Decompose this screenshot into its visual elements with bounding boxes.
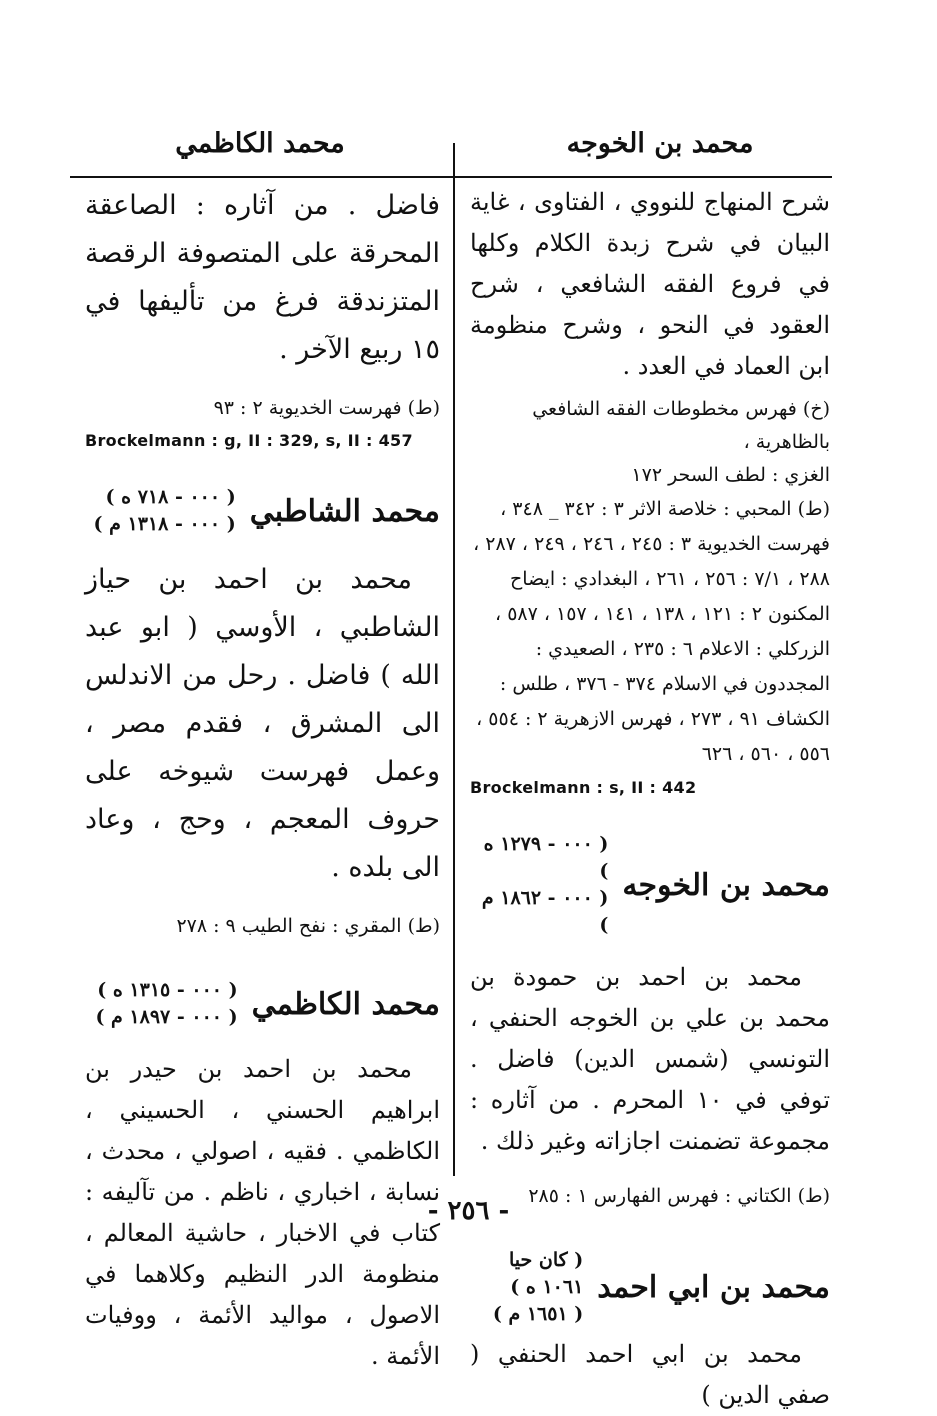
source-ghazzi: الغزي : لطف السحر ١٧٢ [631, 464, 830, 486]
entry-heading [470, 1247, 830, 1328]
date-gregorian: ( ١٦٥١ م ) [492, 1303, 584, 1325]
entry-continuation: فاضل . من آثاره : الصاعقة المحرقة على المتصوفة الرقصة المتزندقة فرغ من تأليفها في ١٥ ربيع الآخر . [85, 190, 440, 365]
source-printed: (ط) المحبي : خلاصة الاثر ٣ : ٣٤٢ _ ٣٤٨ ، فهرست الخديوية ٣ : ٢٤٥ ، ٢٤٦ ، ٢٤٩ ، ٢٨٧ ، ٢٨٨ ، ٧/١ : ٢٥٦ ، ٢٦١ ، البغدادي : ايضاح المكنون ٢ : ١٢١ ، ١٣٨ ، ١٤١ ، ١٥٧ ، ٥٨٧ ، الزركلي : الاعلام ٦ : ٢٣٥ ، الصعيدي : المجددون في الاسلام ٣٧٤ - ٣٧٦ ، طلس : الكشاف ٩١ ، ٢٧٣ ، فهرس الازهرية ٢ : ٥٥٤ ، ٥٥٦ ، ٥٦٠ ، ٦٢٦ [473, 498, 830, 765]
date-hijri: ( ٠٠٠ - ١٣١٥ ه ) [97, 979, 238, 1001]
date-hijri: ( كان حيا ١٠٦١ ه ) [509, 1249, 584, 1298]
entry-heading [470, 831, 830, 939]
header-rule [70, 176, 832, 178]
date-hijri: ( ٠٠٠ - ١٢٧٩ ه ) [483, 833, 609, 882]
entry-name: محمد بن الخوجه [622, 867, 830, 903]
running-header-right: محمد بن الخوجه [566, 128, 754, 159]
date-gregorian: ( ٠٠٠ - ١٨٦٢ م ) [481, 887, 609, 936]
entry-dates [470, 1247, 583, 1328]
brockelmann-ref: Brockelmann : s, II : 442 [470, 778, 697, 797]
entry-dates [94, 484, 236, 538]
right-column [470, 182, 830, 1416]
entry-name: محمد الكاظمي [251, 986, 440, 1022]
entry-dates [470, 831, 608, 939]
column-divider [453, 143, 455, 1176]
date-hijri: ( ٠٠٠ - ٧١٨ ه ) [105, 486, 236, 508]
date-gregorian: ( ٠٠٠ - ١٣١٨ م ) [93, 513, 236, 535]
entry-source: (ط) الكتاني : فهرس الفهارس ١ : ٢٨٥ [528, 1185, 830, 1207]
entry-body: محمد بن احمد بن حياز الشاطبي ، الأوسي ( ابو عبد الله ) فاضل . رحل من الاندلس الى المشرق ، فقدم مصر ، وعمل فهرست شيوخه على حروف المعجم ، وحج ، وعاد الى بلده . [85, 564, 440, 883]
entry-body: محمد بن ابي احمد الحنفي ( صفي الدين ) [470, 1340, 830, 1409]
entry-body: محمد بن احمد بن حيدر بن ابراهيم الحسني ، الحسيني ، الكاظمي . فقيه ، اصولي ، محدث ، نسابة ، اخباري ، ناظم . من تآليفه : كتاب في الاخبار ، حاشية المعالم ، منظومة الدر النظيم وكلاهما في الاصول ، مواليد الأئمة ، ووفيات الأئمة . [85, 1055, 440, 1370]
source-manuscript: (خ) فهرس مخطوطات الفقه الشافعي بالظاهرية ، [532, 398, 830, 453]
entry-name: محمد الشاطبي [249, 493, 440, 529]
brockelmann-ref: Brockelmann : g, II : 329, s, II : 457 [85, 431, 413, 450]
entry-body: محمد بن احمد بن حمودة بن محمد بن علي بن الخوجه الحنفي ، التونسي (شمس الدين) فاضل . توفي في ١٠ المحرم . من آثاره : مجموعة تضمنت اجازاته وغير ذلك . [470, 963, 830, 1155]
entry-heading [85, 977, 440, 1031]
entry-source: (ط) المقري : نفح الطيب ٩ : ٢٧٨ [176, 915, 440, 937]
page-number: - ٢٥٦ - [427, 1196, 510, 1226]
entry-name: محمد بن ابي احمد [597, 1270, 830, 1305]
entry-dates [95, 977, 237, 1031]
entry-heading [85, 484, 440, 538]
running-header-left: محمد الكاظمي [175, 128, 345, 159]
date-gregorian: ( ٠٠٠ - ١٨٩٧ م ) [95, 1006, 238, 1028]
entry-continuation: شرح المنهاج للنووي ، الفتاوى ، غاية البيان في شرح زبدة الكلام وكلها في فروع الفقه الشافعي ، شرح العقود في النحو ، وشرح منظومة ابن العماد في العدد . [470, 188, 830, 380]
source-khedivial: (ط) فهرست الخديوية ٢ : ٩٣ [213, 397, 440, 419]
